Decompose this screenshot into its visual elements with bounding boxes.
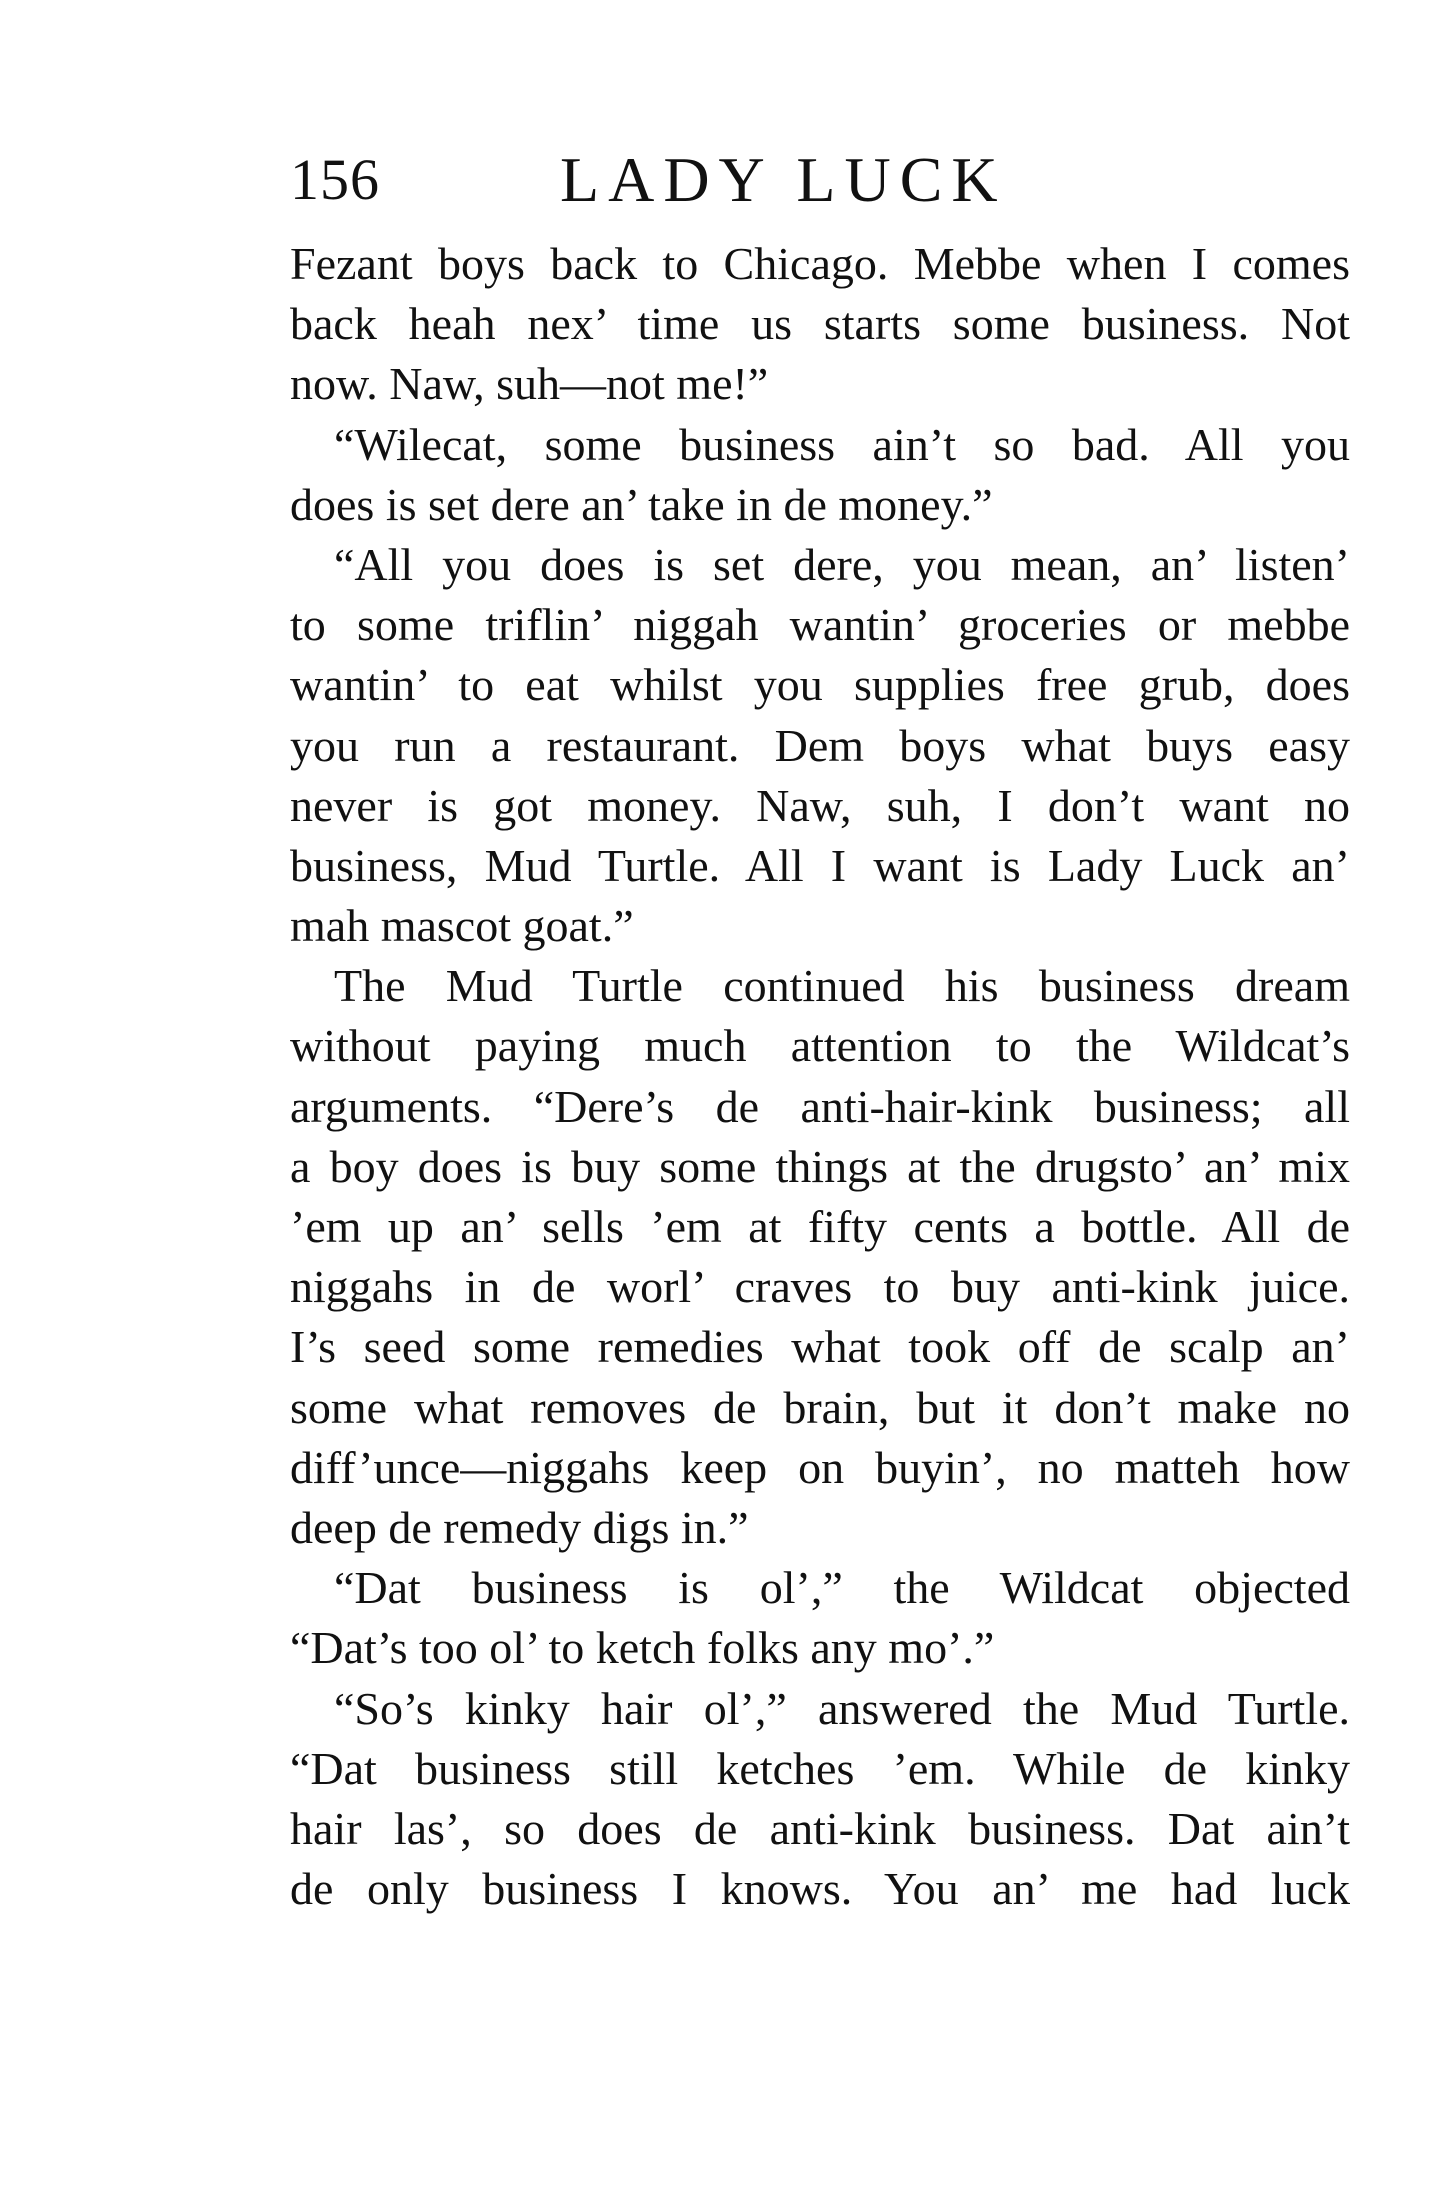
text-line: arguments. “Dere’s de anti-hair-kink business; all <box>290 1080 1350 1132</box>
text-line: I’s seed some remedies what took off de scalp an’ <box>290 1321 1350 1373</box>
text-line: back heah nex’ time us starts some business. Not <box>290 298 1350 350</box>
text-line: does is set dere an’ take in de money.” <box>290 478 993 530</box>
body-text <box>290 234 1350 1919</box>
text-line: business, Mud Turtle. All I want is Lady Luck an’ <box>290 839 1350 891</box>
text-line: Fezant boys back to Chicago. Mebbe when I comes <box>290 238 1350 289</box>
running-title: LADY LUCK <box>560 144 1007 215</box>
text-line: “Dat’s too ol’ to ketch folks any mo’.” <box>290 1622 995 1674</box>
text-line: The Mud Turtle continued his business dream <box>334 960 1350 1012</box>
text-line: to some triflin’ niggah wantin’ groceries or mebbe <box>290 599 1350 651</box>
page-header <box>290 140 1350 220</box>
text-line: “Dat business is ol’,” the Wildcat objected <box>334 1562 1350 1614</box>
text-line: deep de remedy digs in.” <box>290 1501 749 1553</box>
text-line: niggahs in de worl’ craves to buy anti-kink juice. <box>290 1261 1350 1313</box>
page-number: 156 <box>290 147 380 212</box>
text-line: wantin’ to eat whilst you supplies free grub, does <box>290 659 1350 711</box>
text-line: “Dat business still ketches ’em. While de kinky <box>290 1742 1350 1794</box>
text-line: never is got money. Naw, suh, I don’t want no <box>290 779 1350 831</box>
text-line: “All you does is set dere, you mean, an’ listen’ <box>334 538 1350 590</box>
text-line: now. Naw, suh—not me!” <box>290 358 769 410</box>
text-line: diff’unce—niggahs keep on buyin’, no matteh how <box>290 1441 1350 1493</box>
text-line: “Wilecat, some business ain’t so bad. All you <box>334 418 1350 470</box>
text-line: you run a restaurant. Dem boys what buys easy <box>290 719 1350 771</box>
text-line: hair las’, so does de anti-kink business. Dat ain’t <box>290 1802 1350 1854</box>
text-line: without paying much attention to the Wildcat’s <box>290 1020 1350 1072</box>
text-line: some what removes de brain, but it don’t make no <box>290 1381 1350 1433</box>
text-line: “So’s kinky hair ol’,” answered the Mud Turtle. <box>334 1682 1350 1734</box>
text-line: mah mascot goat.” <box>290 900 634 952</box>
text-line: de only business I knows. You an’ me had luck <box>290 1863 1350 1915</box>
text-line: ’em up an’ sells ’em at fifty cents a bottle. All de <box>290 1201 1350 1252</box>
text-line: a boy does is buy some things at the drugsto’ an’ mix <box>290 1140 1350 1192</box>
